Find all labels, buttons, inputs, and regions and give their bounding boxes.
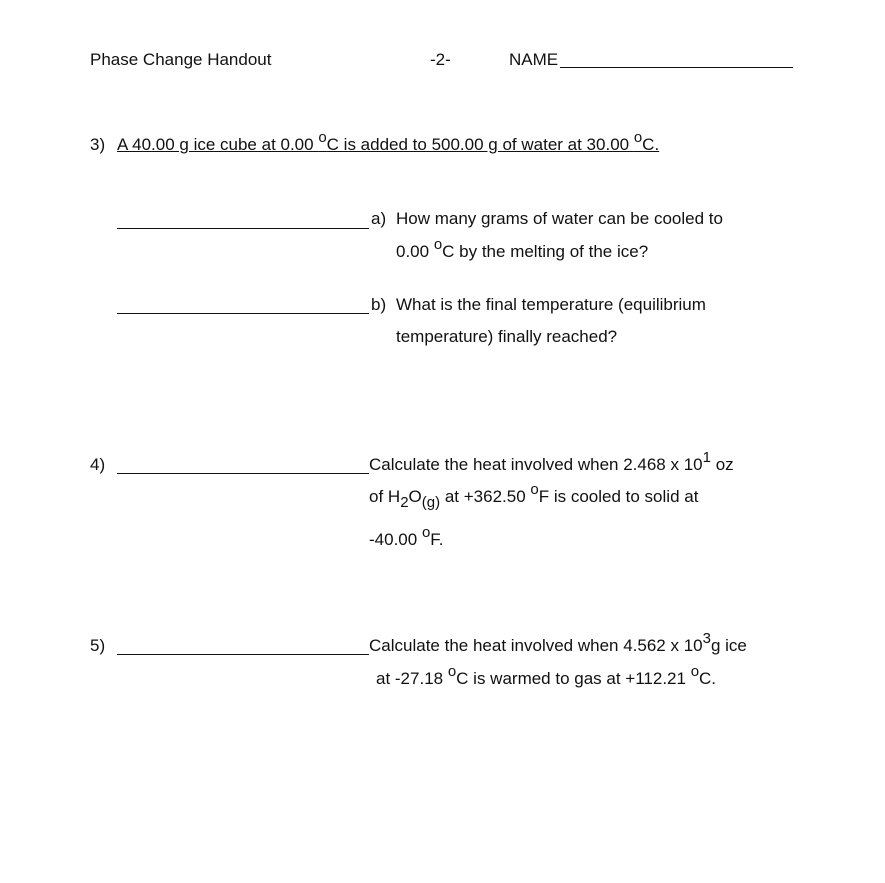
question-4-line3 (369, 524, 444, 550)
q5-text: g ice (710, 636, 747, 655)
question-3b-letter: b) (371, 295, 387, 314)
q3-text-part1: A 40.00 g ice cube at 0.00 (117, 135, 319, 154)
question-4-line2 (369, 481, 699, 511)
answer-line-5[interactable] (117, 654, 369, 655)
q4-text: oz (710, 455, 734, 474)
q4-text: Calculate the heat involved when 2.468 x 10 (369, 455, 703, 474)
q5-text: at -27.18 (376, 669, 448, 688)
q5-text: C. (699, 669, 717, 688)
q3-text-part3: C. (642, 135, 660, 154)
subscript: 2 (400, 494, 409, 511)
exponent: 1 (702, 449, 711, 466)
q5-text: C is warmed to gas at +112.21 (456, 669, 691, 688)
q4-text: -40.00 (369, 530, 422, 549)
name-label: NAME (509, 50, 559, 69)
q3-text-part2: C is added to 500.00 g of water at 30.00 (326, 135, 634, 154)
question-4-line1 (369, 449, 734, 475)
q4-text: at +362.50 (440, 487, 531, 506)
q4-text: of H (369, 487, 401, 506)
question-5-line1 (369, 630, 747, 656)
question-5-number: 5) (90, 636, 106, 655)
answer-line-3a[interactable] (117, 228, 369, 229)
degree-symbol: o (447, 663, 457, 680)
q4-text: O (408, 487, 422, 506)
q4-text: F. (430, 530, 444, 549)
question-3b-line2: temperature) finally reached? (396, 327, 618, 346)
question-3-prompt (117, 129, 660, 155)
degree-symbol: o (690, 663, 700, 680)
question-3a-line2 (396, 236, 649, 262)
name-answer-line[interactable] (560, 67, 793, 68)
q3a-text: C by the melting of the ice? (442, 242, 649, 261)
question-5-line2 (376, 663, 717, 689)
answer-line-4[interactable] (117, 473, 369, 474)
page-number: -2- (430, 50, 451, 69)
question-3a-letter: a) (371, 209, 387, 228)
question-3b-line1: What is the final temperature (equilibrium (396, 295, 706, 314)
question-3-number: 3) (90, 135, 106, 154)
subscript: (g) (421, 494, 441, 511)
q5-text: Calculate the heat involved when 4.562 x 10 (369, 636, 703, 655)
question-3a-line1: How many grams of water can be cooled to (396, 209, 723, 228)
q3a-text: 0.00 (396, 242, 434, 261)
degree-symbol: o (530, 481, 539, 498)
exponent: 3 (702, 630, 711, 647)
q4-text: F is cooled to solid at (538, 487, 699, 506)
question-4-number: 4) (90, 455, 106, 474)
degree-symbol: o (318, 129, 327, 146)
answer-line-3b[interactable] (117, 313, 369, 314)
degree-symbol: o (433, 236, 443, 253)
degree-symbol: o (633, 129, 643, 146)
page-title: Phase Change Handout (90, 50, 272, 69)
degree-symbol: o (421, 524, 431, 541)
